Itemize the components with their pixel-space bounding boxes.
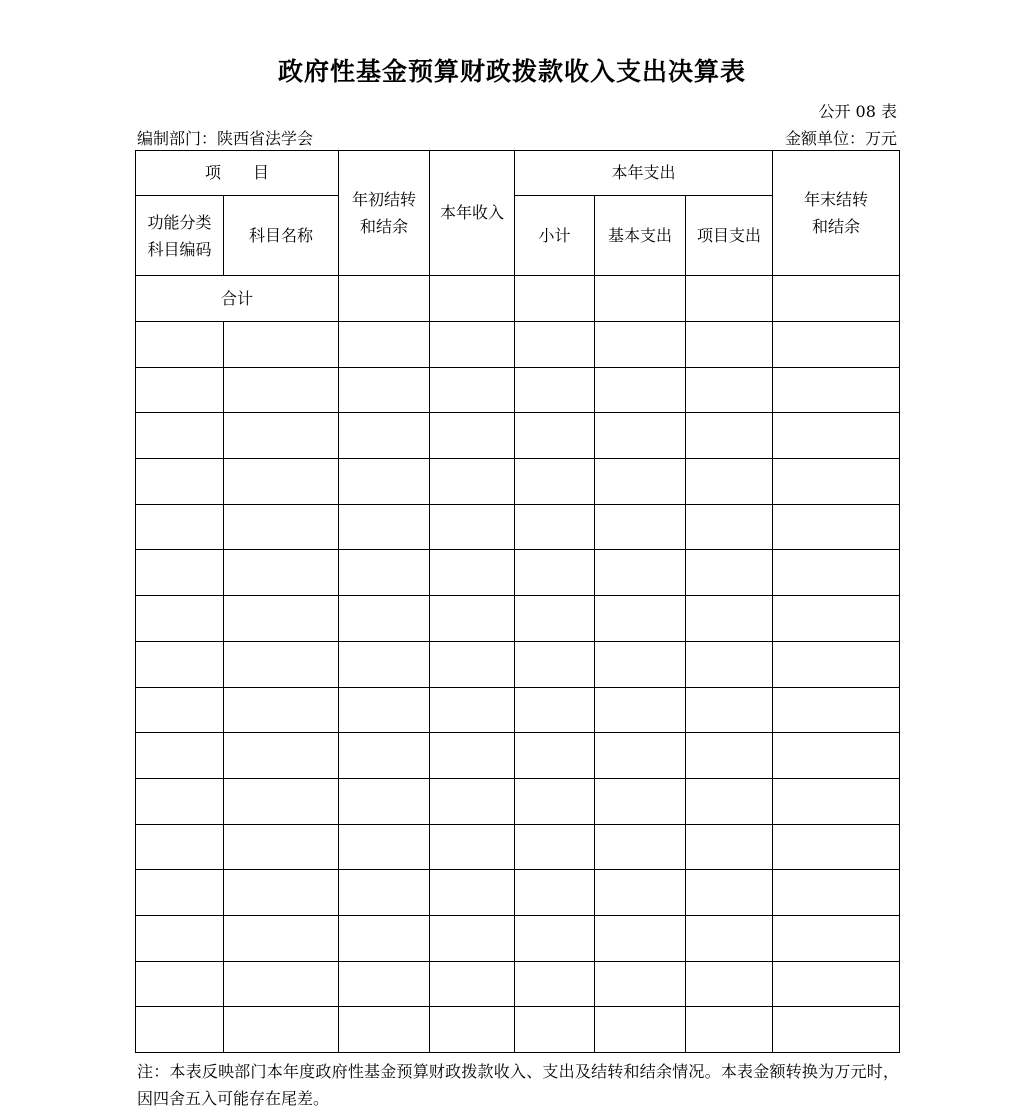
table-cell xyxy=(515,915,595,961)
table-cell xyxy=(515,824,595,870)
table-cell xyxy=(595,961,686,1007)
table-cell xyxy=(773,322,900,368)
table-cell xyxy=(686,276,773,322)
header-subject-name: 科目名称 xyxy=(224,196,339,276)
table-cell xyxy=(595,1007,686,1053)
table-cell xyxy=(339,641,430,687)
table-cell xyxy=(515,778,595,824)
table-cell xyxy=(515,1007,595,1053)
header-expenditure: 本年支出 xyxy=(515,151,773,196)
table-row xyxy=(136,596,900,642)
page-title: 政府性基金预算财政拨款收入支出决算表 xyxy=(277,57,746,86)
table-cell xyxy=(224,550,339,596)
table-cell xyxy=(136,870,224,916)
table-cell xyxy=(430,276,515,322)
table-cell xyxy=(430,824,515,870)
table-cell xyxy=(339,915,430,961)
table-cell xyxy=(686,687,773,733)
table-cell xyxy=(686,367,773,413)
table-cell xyxy=(686,870,773,916)
table-cell xyxy=(136,687,224,733)
table-cell xyxy=(686,459,773,505)
table-cell xyxy=(430,459,515,505)
table-cell xyxy=(515,367,595,413)
table-cell xyxy=(773,733,900,779)
table-cell xyxy=(595,596,686,642)
table-cell xyxy=(339,778,430,824)
table-note: 注：本表反映部门本年度政府性基金预算财政拨款收入、支出及结转和结余情况。本表金额转换为万元时，因四舍五入可能存在尾差。 xyxy=(137,1062,899,1108)
table-cell xyxy=(339,367,430,413)
table-cell xyxy=(773,778,900,824)
table-cell xyxy=(686,733,773,779)
table-row xyxy=(136,915,900,961)
table-cell xyxy=(339,504,430,550)
table-cell xyxy=(430,322,515,368)
table-cell xyxy=(595,733,686,779)
table-cell xyxy=(686,596,773,642)
table-cell xyxy=(136,367,224,413)
table-cell xyxy=(773,504,900,550)
table-cell xyxy=(224,1007,339,1053)
table-cell xyxy=(515,961,595,1007)
table-cell xyxy=(224,596,339,642)
table-cell xyxy=(224,733,339,779)
table-cell xyxy=(430,504,515,550)
table-cell xyxy=(339,459,430,505)
table-cell xyxy=(430,367,515,413)
table-cell xyxy=(686,778,773,824)
table-cell xyxy=(224,961,339,1007)
table-cell xyxy=(224,915,339,961)
table-cell xyxy=(686,413,773,459)
table-cell xyxy=(773,915,900,961)
header-subtotal: 小计 xyxy=(515,196,595,276)
table-cell xyxy=(595,778,686,824)
table-cell xyxy=(224,870,339,916)
header-func-code: 功能分类科目编码 xyxy=(136,196,224,276)
table-cell xyxy=(773,870,900,916)
table-row xyxy=(136,641,900,687)
table-cell xyxy=(224,778,339,824)
total-label: 合计 xyxy=(136,276,339,322)
table-cell xyxy=(515,322,595,368)
table-cell xyxy=(430,961,515,1007)
table-cell xyxy=(339,1007,430,1053)
table-cell xyxy=(686,550,773,596)
table-cell xyxy=(136,778,224,824)
table-cell xyxy=(595,276,686,322)
table-cell xyxy=(224,413,339,459)
table-cell xyxy=(430,778,515,824)
header-row-1 xyxy=(136,151,900,196)
table-cell xyxy=(430,915,515,961)
table-cell xyxy=(515,550,595,596)
table-cell xyxy=(515,687,595,733)
table-cell xyxy=(136,915,224,961)
table-cell xyxy=(430,870,515,916)
table-cell xyxy=(339,687,430,733)
table-cell xyxy=(515,596,595,642)
table-cell xyxy=(686,961,773,1007)
table-row xyxy=(136,322,900,368)
compiling-department: 编制部门：陕西省法学会 xyxy=(137,129,314,148)
table-cell xyxy=(595,687,686,733)
table-cell xyxy=(224,459,339,505)
table-cell xyxy=(339,322,430,368)
table-cell xyxy=(224,367,339,413)
table-cell xyxy=(595,550,686,596)
table-cell xyxy=(515,276,595,322)
table-cell xyxy=(224,322,339,368)
table-cell xyxy=(595,322,686,368)
header-ending-balance: 年末结转和结余 xyxy=(773,151,900,276)
table-cell xyxy=(595,413,686,459)
table-cell xyxy=(515,459,595,505)
table-cell xyxy=(136,733,224,779)
form-number: 公开 08 表 xyxy=(818,102,897,121)
table-cell xyxy=(686,641,773,687)
table-row xyxy=(136,504,900,550)
table-cell xyxy=(339,596,430,642)
table-cell xyxy=(430,596,515,642)
table-row xyxy=(136,413,900,459)
table-cell xyxy=(430,413,515,459)
table-cell xyxy=(339,961,430,1007)
table-cell xyxy=(686,1007,773,1053)
table-cell xyxy=(136,824,224,870)
table-cell xyxy=(430,1007,515,1053)
table-cell xyxy=(595,459,686,505)
table-cell xyxy=(773,687,900,733)
table-cell xyxy=(773,276,900,322)
table-cell xyxy=(136,550,224,596)
table-cell xyxy=(136,596,224,642)
header-basic: 基本支出 xyxy=(595,196,686,276)
table-cell xyxy=(430,641,515,687)
table-cell xyxy=(136,413,224,459)
header-item: 项 目 xyxy=(136,151,339,196)
table-row xyxy=(136,550,900,596)
table-cell xyxy=(136,641,224,687)
table-cell xyxy=(773,459,900,505)
table-cell xyxy=(595,367,686,413)
table-cell xyxy=(595,504,686,550)
header-beginning-balance: 年初结转和结余 xyxy=(339,151,430,276)
table-cell xyxy=(773,550,900,596)
table-cell xyxy=(773,1007,900,1053)
table-cell xyxy=(430,687,515,733)
table-cell xyxy=(224,641,339,687)
table-cell xyxy=(686,915,773,961)
table-cell xyxy=(686,504,773,550)
table-row xyxy=(136,367,900,413)
table-cell xyxy=(224,824,339,870)
table-cell xyxy=(339,413,430,459)
table-cell xyxy=(686,322,773,368)
table-cell xyxy=(773,367,900,413)
table-cell xyxy=(595,641,686,687)
budget-table xyxy=(135,150,900,1053)
table-cell xyxy=(136,961,224,1007)
table-cell xyxy=(515,413,595,459)
table-cell xyxy=(339,276,430,322)
table-row xyxy=(136,733,900,779)
table-row xyxy=(136,824,900,870)
table-row xyxy=(136,459,900,505)
table-cell xyxy=(430,733,515,779)
table-cell xyxy=(515,870,595,916)
table-cell xyxy=(224,504,339,550)
table-cell xyxy=(339,550,430,596)
table-cell xyxy=(339,870,430,916)
table-cell xyxy=(224,687,339,733)
table-cell xyxy=(339,824,430,870)
table-row xyxy=(136,778,900,824)
table-cell xyxy=(339,733,430,779)
table-cell xyxy=(430,550,515,596)
table-cell xyxy=(595,870,686,916)
table-cell xyxy=(773,413,900,459)
table-row xyxy=(136,961,900,1007)
table-cell xyxy=(595,915,686,961)
table-cell xyxy=(773,961,900,1007)
header-project: 项目支出 xyxy=(686,196,773,276)
table-cell xyxy=(773,824,900,870)
table-cell xyxy=(773,641,900,687)
table-cell xyxy=(773,596,900,642)
table-row xyxy=(136,1007,900,1053)
table-row xyxy=(136,687,900,733)
table-row xyxy=(136,870,900,916)
table-cell xyxy=(136,1007,224,1053)
header-income: 本年收入 xyxy=(430,151,515,276)
table-cell xyxy=(515,504,595,550)
table-cell xyxy=(136,459,224,505)
table-cell xyxy=(595,824,686,870)
amount-unit: 金额单位：万元 xyxy=(784,129,897,148)
total-row xyxy=(136,276,900,322)
table-cell xyxy=(136,504,224,550)
table-cell xyxy=(136,322,224,368)
table-cell xyxy=(686,824,773,870)
table-cell xyxy=(515,641,595,687)
table-cell xyxy=(515,733,595,779)
